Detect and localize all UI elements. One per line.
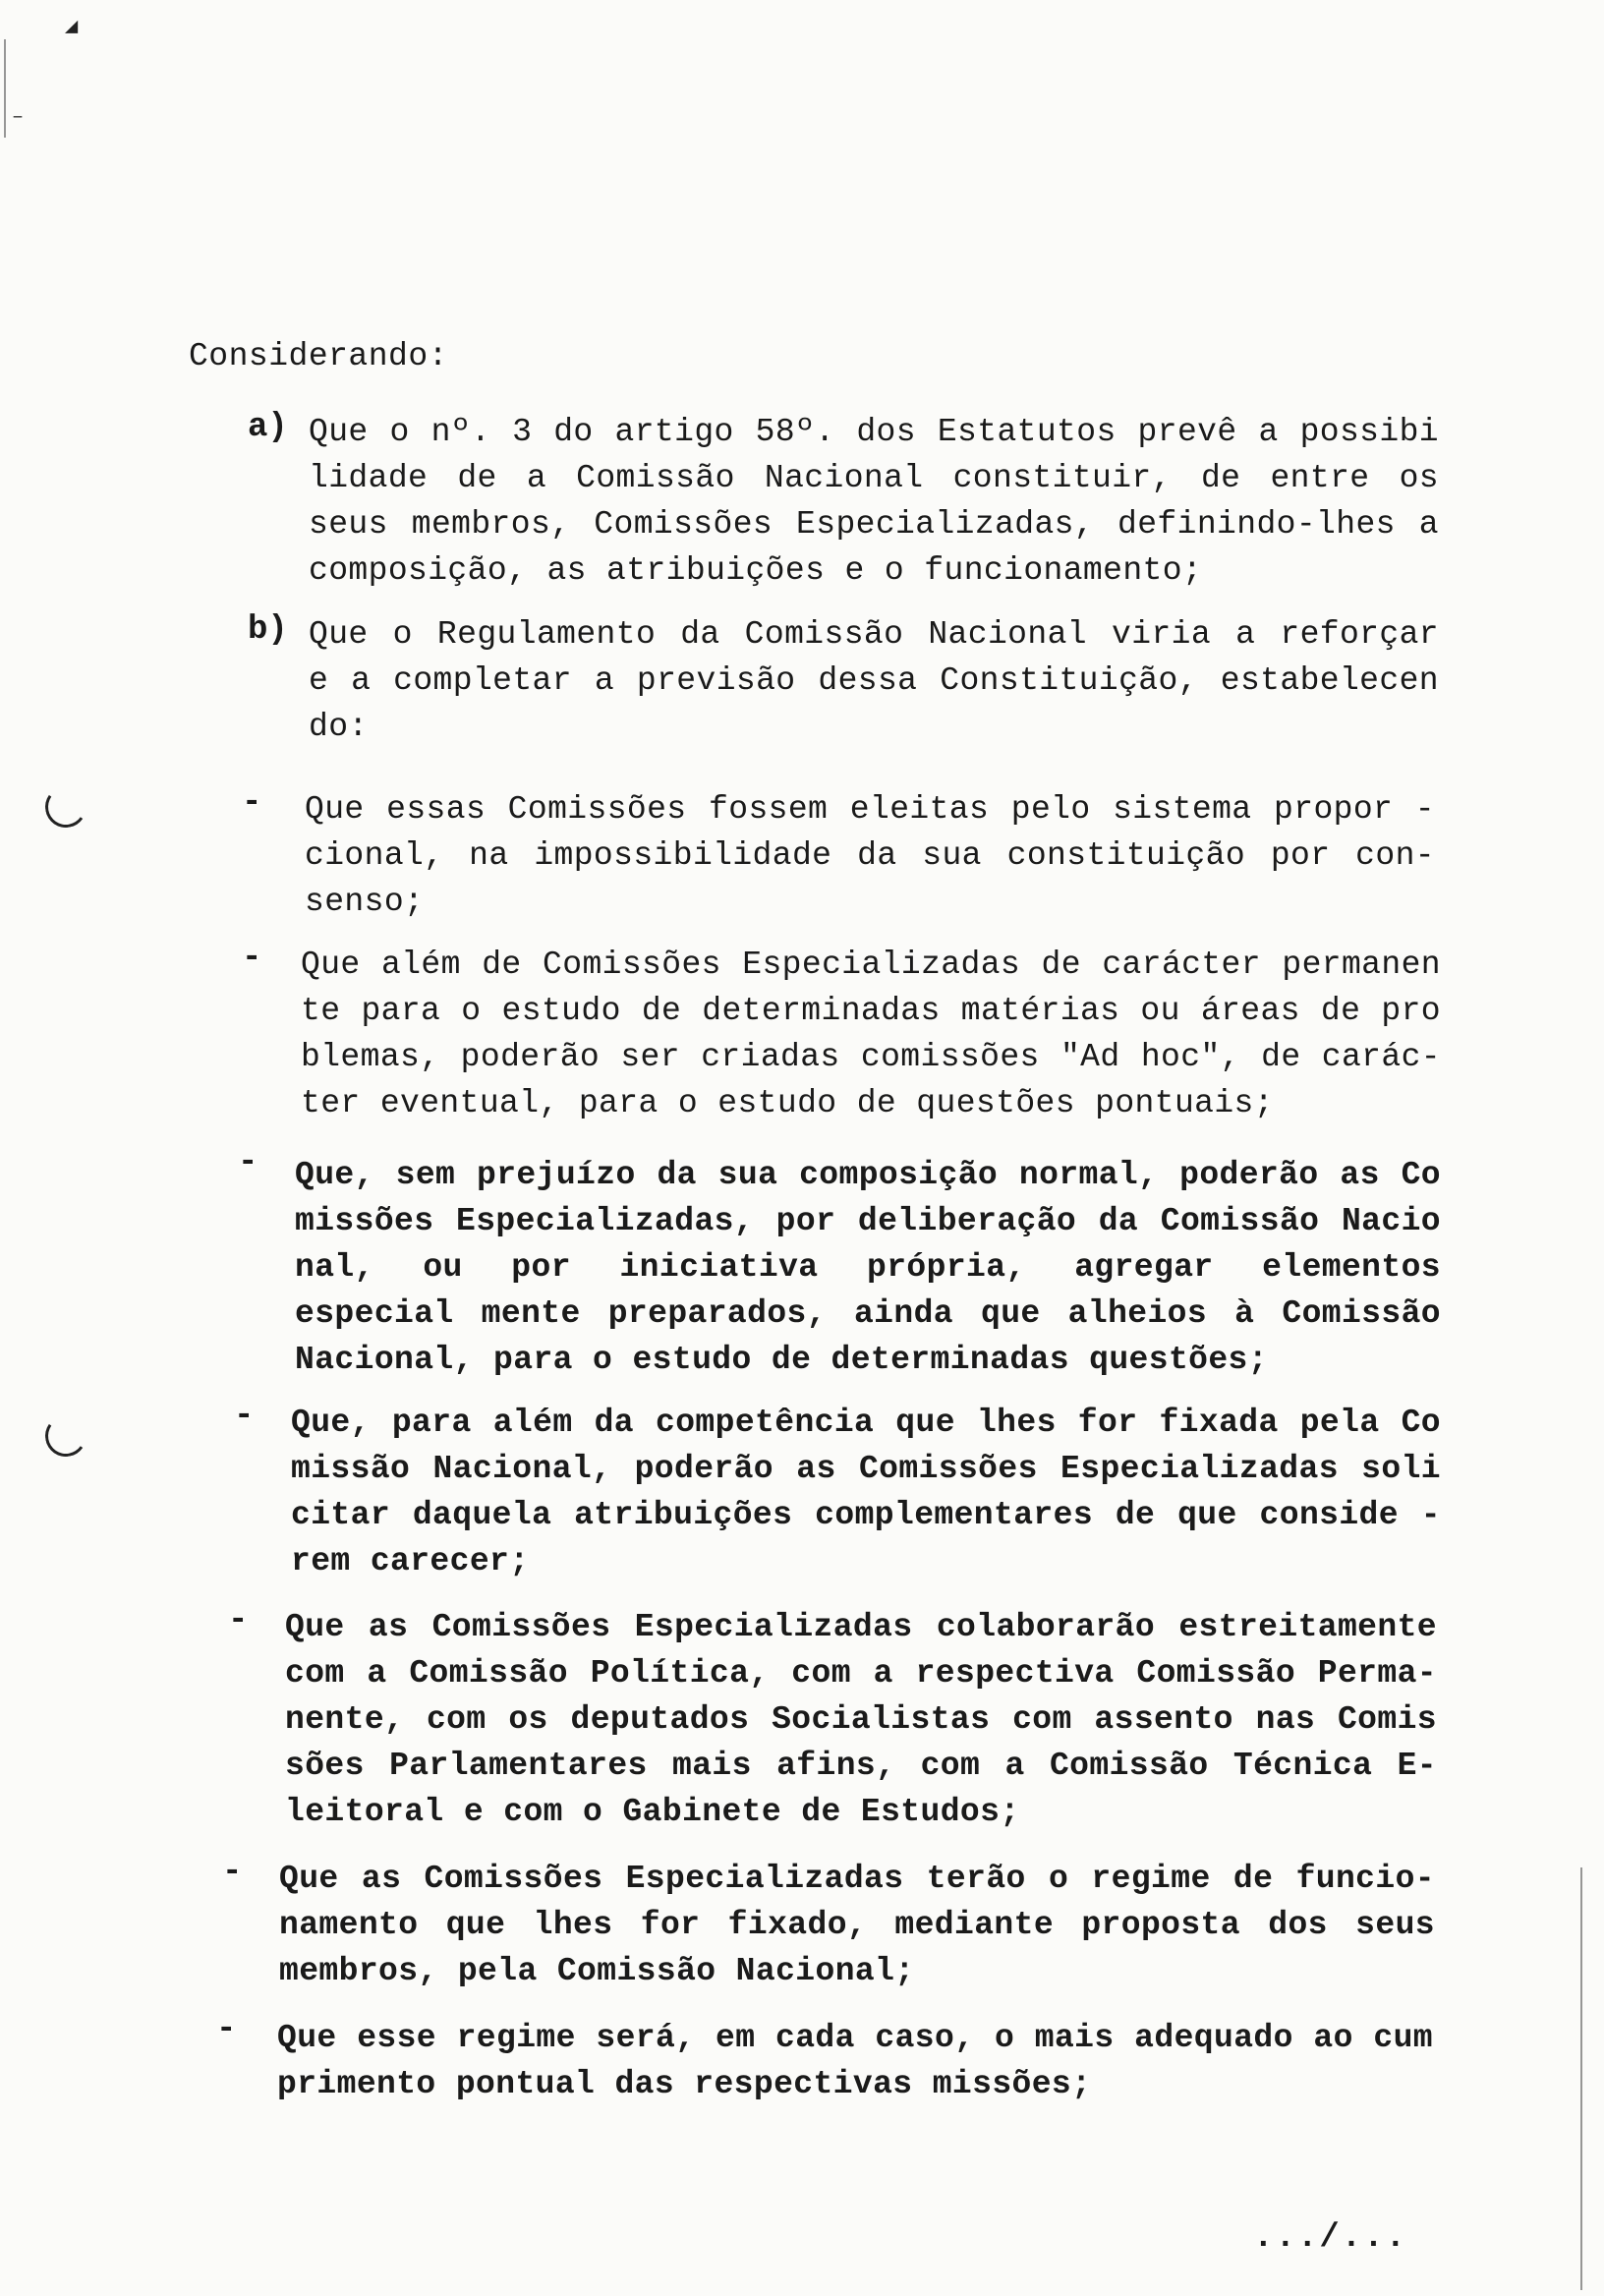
item-marker: a) (248, 409, 288, 446)
item-marker: - (234, 1398, 255, 1435)
scan-edge-left (4, 39, 6, 138)
list-item: Que essas Comissões fossem eleitas pelo sistema propor - cional, na impossibilidade da sua constituição por con- senso; (305, 791, 1435, 920)
page-continuation: .../... (1253, 2219, 1407, 2257)
list-item: Que o Regulamento da Comissão Nacional viria a reforçar e a completar a previsão dessa Constituição, estabelecen do: (309, 616, 1439, 745)
item-marker: - (216, 2011, 237, 2048)
list-item: Que o nº. 3 do artigo 58º. dos Estatutos prevê a possibi lidade de a Comissão Nacional constituir, de entre os seus membros, Comissões Especializadas, definindo-lhes a composição, as atribuições e o funcionamento; (309, 414, 1439, 589)
scan-edge-right (1580, 1867, 1582, 2290)
punch-hole-mark (42, 783, 90, 832)
scan-dash-mark: – (12, 106, 25, 129)
list-item: Que além de Comissões Especializadas de carácter permanen te para o estudo de determinadas matérias ou áreas de pro blemas, poderão ser criadas comissões "Ad hoc", de carác- ter eventual, para o estudo de questões pontuais; (301, 947, 1441, 1121)
item-marker: - (228, 1602, 249, 1639)
punch-hole-mark (42, 1412, 90, 1461)
item-marker: b) (248, 611, 288, 649)
item-marker: - (242, 784, 262, 822)
list-item: Que, sem prejuízo da sua composição normal, poderão as Co missões Especializadas, por deliberação da Comissão Nacio nal, ou por iniciativa própria, agregar elementos especial mente preparados, ainda que alheios à Comissão Nacional, para o estudo de determinadas questões; (295, 1157, 1441, 1378)
document-heading: Considerando: (189, 338, 448, 374)
list-item: Que as Comissões Especializadas terão o regime de funcio- namento que lhes for fixado, mediante proposta dos seus membros, pela Comissão Nacional; (279, 1861, 1435, 1989)
item-marker: - (242, 940, 262, 977)
list-item: Que as Comissões Especializadas colaborarão estreitamente com a Comissão Política, com a respectiva Comissão Perma- nente, com os deputados Socialistas com assento nas Comis sões Parlamentares mais afins, com a Comissão Técnica E- leitoral e com o Gabinete de Estudos; (285, 1609, 1437, 1830)
scan-tick-mark: ◢ (65, 15, 79, 39)
list-item: Que, para além da competência que lhes for fixada pela Co missão Nacional, poderão as Comissões Especializadas soli citar daquela atribuições complementares de que conside - rem carecer; (291, 1405, 1441, 1579)
item-marker: - (222, 1854, 243, 1891)
item-marker: - (238, 1144, 258, 1181)
list-item: Que esse regime será, em cada caso, o mais adequado ao cum primento pontual das respectivas missões; (277, 2020, 1433, 2102)
